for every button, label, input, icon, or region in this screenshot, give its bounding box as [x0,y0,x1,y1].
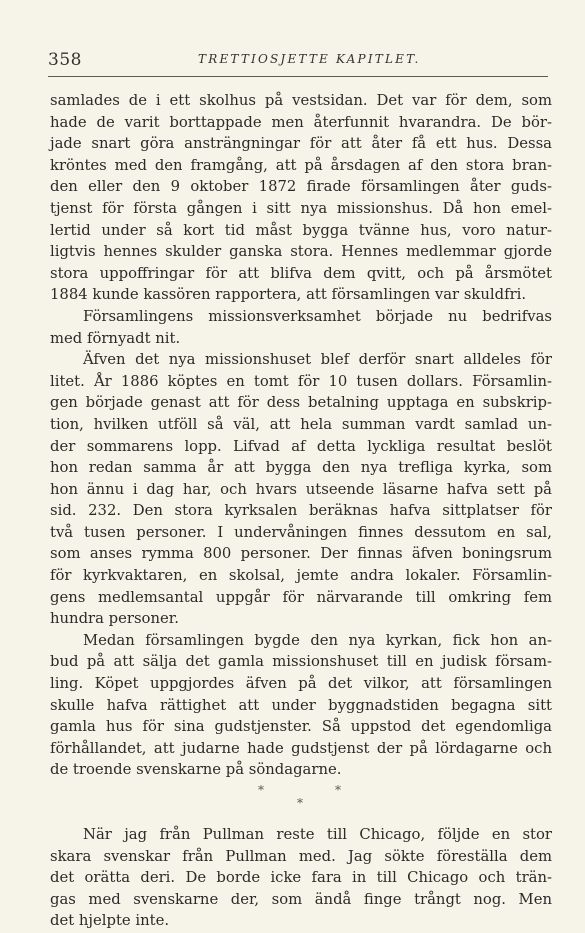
text-line: Äfven det nya missionshuset blef derför snart alldeles för [83,351,552,369]
paragraph-5 [50,824,552,932]
text-line: litet. År 1886 köptes en tomt för 10 tusen dollars. Församlin- [50,372,552,390]
paragraph-4 [50,630,552,781]
text-line: med förnyadt nit. [50,329,181,347]
page-number: 358 [48,50,82,70]
section-divider [50,781,552,815]
divider-star: * [335,783,341,797]
text-line: som anses rymma 800 personer. Der finnas äfven boningsrum [50,545,552,563]
text-line: hundra personer. [50,610,179,628]
text-line: Församlingens missionsverksamhet började nu bedrifvas [83,307,552,325]
divider-spacing [50,815,552,824]
divider-star: * [297,796,303,810]
text-line: det hjelpte inte. [50,912,170,930]
text-line: två tusen personer. I undervåningen finnes dessutom en sal, [50,523,552,541]
text-line: 1884 kunde kassören rapportera, att församlingen var skuldfri. [50,286,527,304]
text-line: lertid under så kort tid måst bygga tvänne hus, voro natur- [50,221,552,239]
text-line: förhållandet, att judarne hade gudstjenst der på lördagarne och [50,739,552,757]
text-line: skara svenskar från Pullman med. Jag sökte föreställa dem [50,847,552,865]
text-line: samlades de i ett skolhus på vestsidan. Det var för dem, som [50,92,552,109]
divider-star: * [258,783,264,797]
text-line: Medan församlingen bygde den nya kyrkan, fick hon an- [83,631,552,649]
page-body [50,90,552,932]
text-line: gas med svenskarne der, som ändå finge trångt nog. Men [50,890,552,908]
text-line: hon redan samma år att bygga den nya trefliga kyrka, som [50,459,552,477]
text-line: ligtvis hennes skulder ganska stora. Hennes medlemmar gjorde [50,243,552,261]
text-line: jade snart göra ansträngningar för att åter få ett hus. Dessa [50,135,552,153]
text-line: det orätta deri. De borde icke fara in till Chicago och trän- [50,869,552,887]
running-title: TRETTIOSJETTE KAPITLET. [198,52,421,66]
text-line: ling. Köpet uppgjordes äfven på det vilkor, att församlingen [50,675,552,693]
paragraph-1 [50,90,552,306]
text-line: hade de varit borttappade men återfunnit hvarandra. De bör- [50,113,552,131]
text-line: tion, hvilken utföll så väl, att hela summan vardt samlad un- [50,415,552,433]
text-line: den eller den 9 oktober 1872 firade församlingen åter guds- [50,178,552,196]
paragraph-2 [50,306,552,349]
text-line: kröntes med den framgång, att på årsdagen af den stora bran- [50,156,552,174]
text-line: gens medlemsantal uppgår för närvarande till omkring fem [50,588,552,606]
text-line: för kyrkvaktaren, en skolsal, jemte andra lokaler. Församlin- [50,567,552,585]
text-line: hon ännu i dag har, och hvars utseende läsarne hafva sett på [50,480,552,498]
text-line: gamla hus för sina gudstjenster. Så uppstod det egendomliga [50,718,552,736]
page-header [48,50,548,76]
text-line: der sommarens lopp. Lifvad af detta lyckliga resultat beslöt [50,437,552,455]
text-line: sid. 232. Den stora kyrksalen beräknas hafva sittplatser för [50,502,552,520]
text-line: tjenst för första gången i sitt nya missionshus. Då hon emel- [50,199,552,217]
paragraph-3 [50,349,552,630]
header-rule [48,76,548,77]
text-line: bud på att sälja det gamla missionshuset till en judisk försam- [50,653,552,671]
text-line: skulle hafva rättighet att under byggnadstiden begagna sitt [50,696,552,714]
text-line: stora uppoffringar för att blifva dem qvitt, och på årsmötet [50,264,552,282]
text-line: gen började genast att för dess betalning upptaga en subskrip- [50,394,552,412]
text-line: När jag från Pullman reste till Chicago, följde en stor [83,826,552,843]
text-line: de troende svenskarne på söndagarne. [50,761,342,779]
